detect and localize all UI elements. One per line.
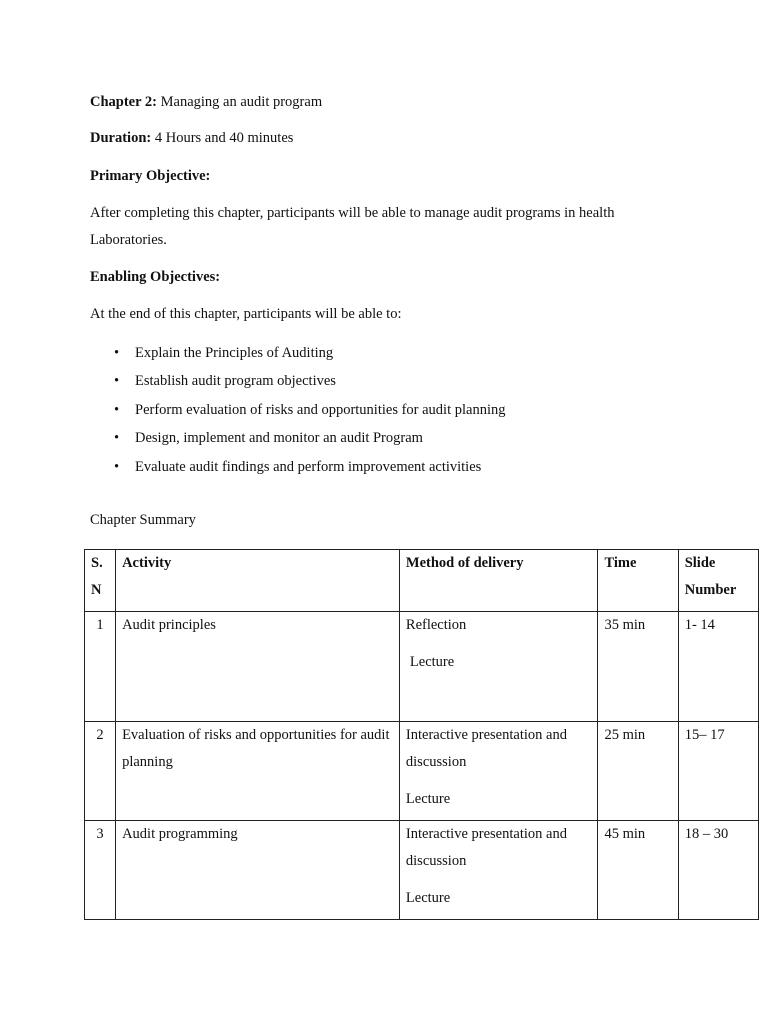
header-sn-line1: S. — [91, 555, 103, 571]
chapter-title: Managing an audit program — [160, 94, 323, 110]
method-line: discussion — [405, 853, 467, 869]
chapter-summary-caption: Chapter Summary — [90, 512, 196, 528]
method-line: Interactive presentation and — [405, 727, 567, 743]
cell-sn: 2 — [85, 722, 116, 821]
header-sn — [85, 550, 116, 612]
objective-text: Design, implement and monitor an audit Program — [135, 430, 423, 446]
enabling-objectives-heading: Enabling Objectives: — [90, 269, 221, 285]
table-row — [85, 821, 759, 920]
bullet-icon: • — [114, 373, 120, 389]
chapter-summary-table — [84, 549, 759, 920]
cell-time: 35 min — [598, 612, 678, 722]
header-time: Time — [598, 550, 678, 612]
method-line: Lecture — [405, 890, 451, 906]
objective-text: Explain the Principles of Auditing — [135, 345, 334, 361]
primary-objective-text-line2: Laboratories. — [90, 232, 167, 248]
cell-slides: 18 – 30 — [678, 821, 758, 920]
objective-text: Evaluate audit findings and perform improvement activities — [135, 459, 482, 475]
cell-activity: Evaluation of risks and opportunities for audit planning — [116, 722, 400, 821]
method-line: Interactive presentation and — [405, 826, 567, 842]
cell-slides: 1- 14 — [678, 612, 758, 722]
header-method: Method of delivery — [399, 550, 598, 612]
cell-sn: 1 — [85, 612, 116, 722]
method-line: Reflection — [405, 617, 467, 633]
method-line: discussion — [405, 754, 467, 770]
chapter-line — [90, 92, 322, 112]
cell-method — [399, 612, 598, 722]
duration-label: Duration: — [90, 130, 152, 146]
header-activity: Activity — [116, 550, 400, 612]
enabling-objectives-intro: At the end of this chapter, participants will be able to: — [90, 306, 402, 322]
method-line: Lecture — [409, 654, 455, 670]
header-sn-line2: N — [91, 582, 102, 598]
bullet-icon: • — [114, 402, 120, 418]
cell-time: 25 min — [598, 722, 678, 821]
bullet-icon: • — [114, 345, 120, 361]
header-slide — [678, 550, 758, 612]
duration-line — [90, 128, 293, 148]
objective-text: Establish audit program objectives — [135, 373, 336, 389]
objective-text: Perform evaluation of risks and opportunities for audit planning — [135, 402, 506, 418]
header-slide-line2: Number — [684, 582, 737, 598]
table-row — [85, 612, 759, 722]
cell-method — [399, 821, 598, 920]
bullet-icon: • — [114, 459, 120, 475]
table-header-row — [85, 550, 759, 612]
bullet-icon: • — [114, 430, 120, 446]
method-line: Lecture — [405, 791, 451, 807]
cell-activity: Audit programming — [116, 821, 400, 920]
header-slide-line1: Slide — [684, 555, 716, 571]
primary-objective-heading: Primary Objective: — [90, 168, 211, 184]
chapter-label: Chapter 2: — [90, 94, 157, 110]
primary-objective-text-line1: After completing this chapter, participants will be able to manage audit programs in health — [90, 205, 615, 221]
cell-time: 45 min — [598, 821, 678, 920]
cell-slides: 15– 17 — [678, 722, 758, 821]
table-row — [85, 722, 759, 821]
duration-value: 4 Hours and 40 minutes — [154, 130, 294, 146]
cell-method — [399, 722, 598, 821]
cell-sn: 3 — [85, 821, 116, 920]
cell-activity: Audit principles — [116, 612, 400, 722]
